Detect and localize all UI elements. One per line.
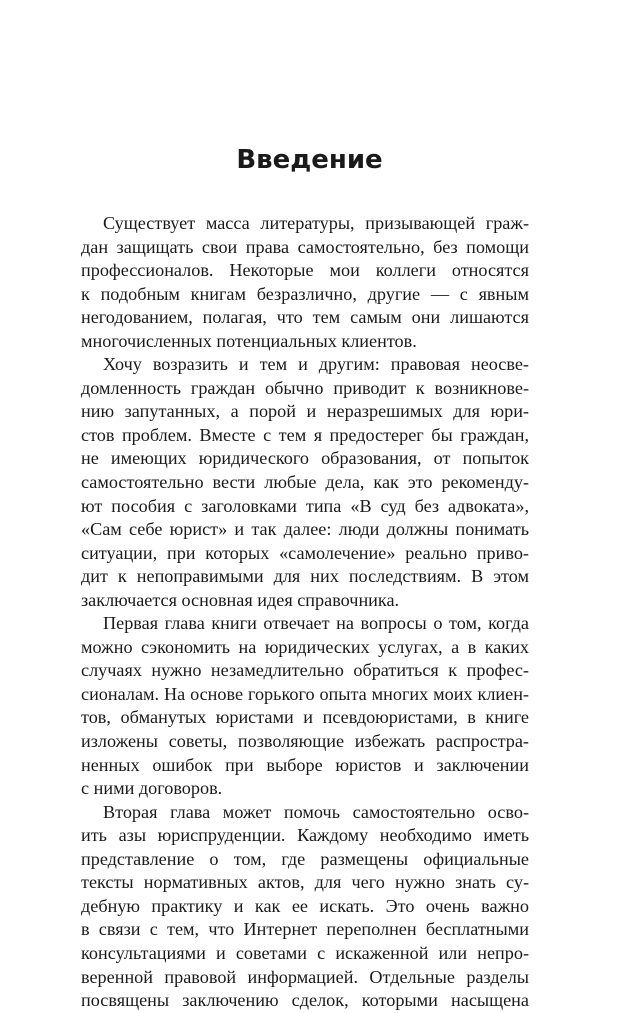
paragraph-3 bbox=[81, 612, 529, 800]
text-line: сионалам. На основе горького опыта многих моих клиен- bbox=[81, 683, 529, 704]
text-line: многочисленных потенциальных клиентов. bbox=[81, 330, 417, 351]
text-line: ситуации, при которых «самолечение» реально приво- bbox=[81, 542, 529, 563]
text-line: профессионалов. Некоторые мои коллеги относятся bbox=[81, 260, 529, 281]
text-line: негодованием, полагая, что тем самым они лишаются bbox=[81, 307, 529, 328]
text-line: консультациями и советами с искаженной или непро- bbox=[81, 942, 529, 963]
text-line: Существует масса литературы, призывающей граж- bbox=[103, 213, 529, 233]
text-line: тексты нормативных актов, для чего нужно знать су- bbox=[81, 872, 529, 893]
paragraph-1 bbox=[81, 212, 529, 353]
text-line: дит к непоправимыми для них последствиям. В этом bbox=[81, 566, 529, 587]
text-line: дебную практику и как ее искать. Это очень важно bbox=[81, 895, 529, 916]
text-line: дан защищать свои права самостоятельно, без помощи bbox=[81, 236, 529, 257]
text-line: случаях нужно незамедлительно обратиться к профес- bbox=[81, 660, 529, 681]
text-line: нию запутанных, а порой и неразрешимых для юри- bbox=[81, 401, 529, 422]
text-line: Хочу возразить и тем и другим: правовая неосве- bbox=[103, 354, 529, 375]
text-line: самостоятельно вести любые дела, как это рекоменду- bbox=[81, 472, 529, 493]
text-line: Первая глава книги отвечает на вопросы о том, когда bbox=[103, 613, 529, 634]
body-text bbox=[81, 212, 529, 1013]
paragraph-2 bbox=[81, 353, 529, 612]
text-line: заключается основная идея справочника. bbox=[81, 589, 400, 610]
text-line: с ними договоров. bbox=[81, 778, 223, 799]
chapter-heading: Введение bbox=[236, 145, 383, 175]
text-line: представление о том, где размещены официальные bbox=[81, 848, 529, 869]
text-line: ить азы юриспруденции. Каждому необходимо иметь bbox=[81, 825, 529, 846]
paragraph-4 bbox=[81, 801, 529, 1013]
text-line: ют пособия с заголовками типа «В суд без адвоката», bbox=[81, 495, 529, 516]
text-line: домленность граждан обычно приводит к возникнове- bbox=[81, 377, 529, 398]
text-line: не имеющих юридического образования, от попыток bbox=[81, 448, 529, 469]
text-line: посвящены заключению сделок, которыми насыщена bbox=[81, 990, 529, 1011]
text-line: веренной правовой информацией. Отдельные разделы bbox=[81, 966, 529, 987]
text-line: тов, обманутых юристами и псевдоюристами, в книге bbox=[81, 707, 529, 728]
text-line: стов проблем. Вместе с тем я предостерег бы граждан, bbox=[81, 424, 529, 445]
text-line: Вторая глава может помочь самостоятельно осво- bbox=[103, 801, 529, 822]
text-line: изложены советы, позволяющие избежать распростра- bbox=[81, 731, 529, 752]
text-line: «Сам себе юрист» и так далее: люди должны понимать bbox=[81, 519, 529, 540]
text-line: в связи с тем, что Интернет переполнен бесплатными bbox=[81, 919, 529, 940]
text-line: можно сэкономить на юридических услугах, а в каких bbox=[81, 636, 529, 657]
text-line: ненных ошибок при выборе юристов и заключении bbox=[81, 754, 529, 775]
text-line: к подобным книгам безразлично, другие — с явным bbox=[81, 283, 529, 304]
